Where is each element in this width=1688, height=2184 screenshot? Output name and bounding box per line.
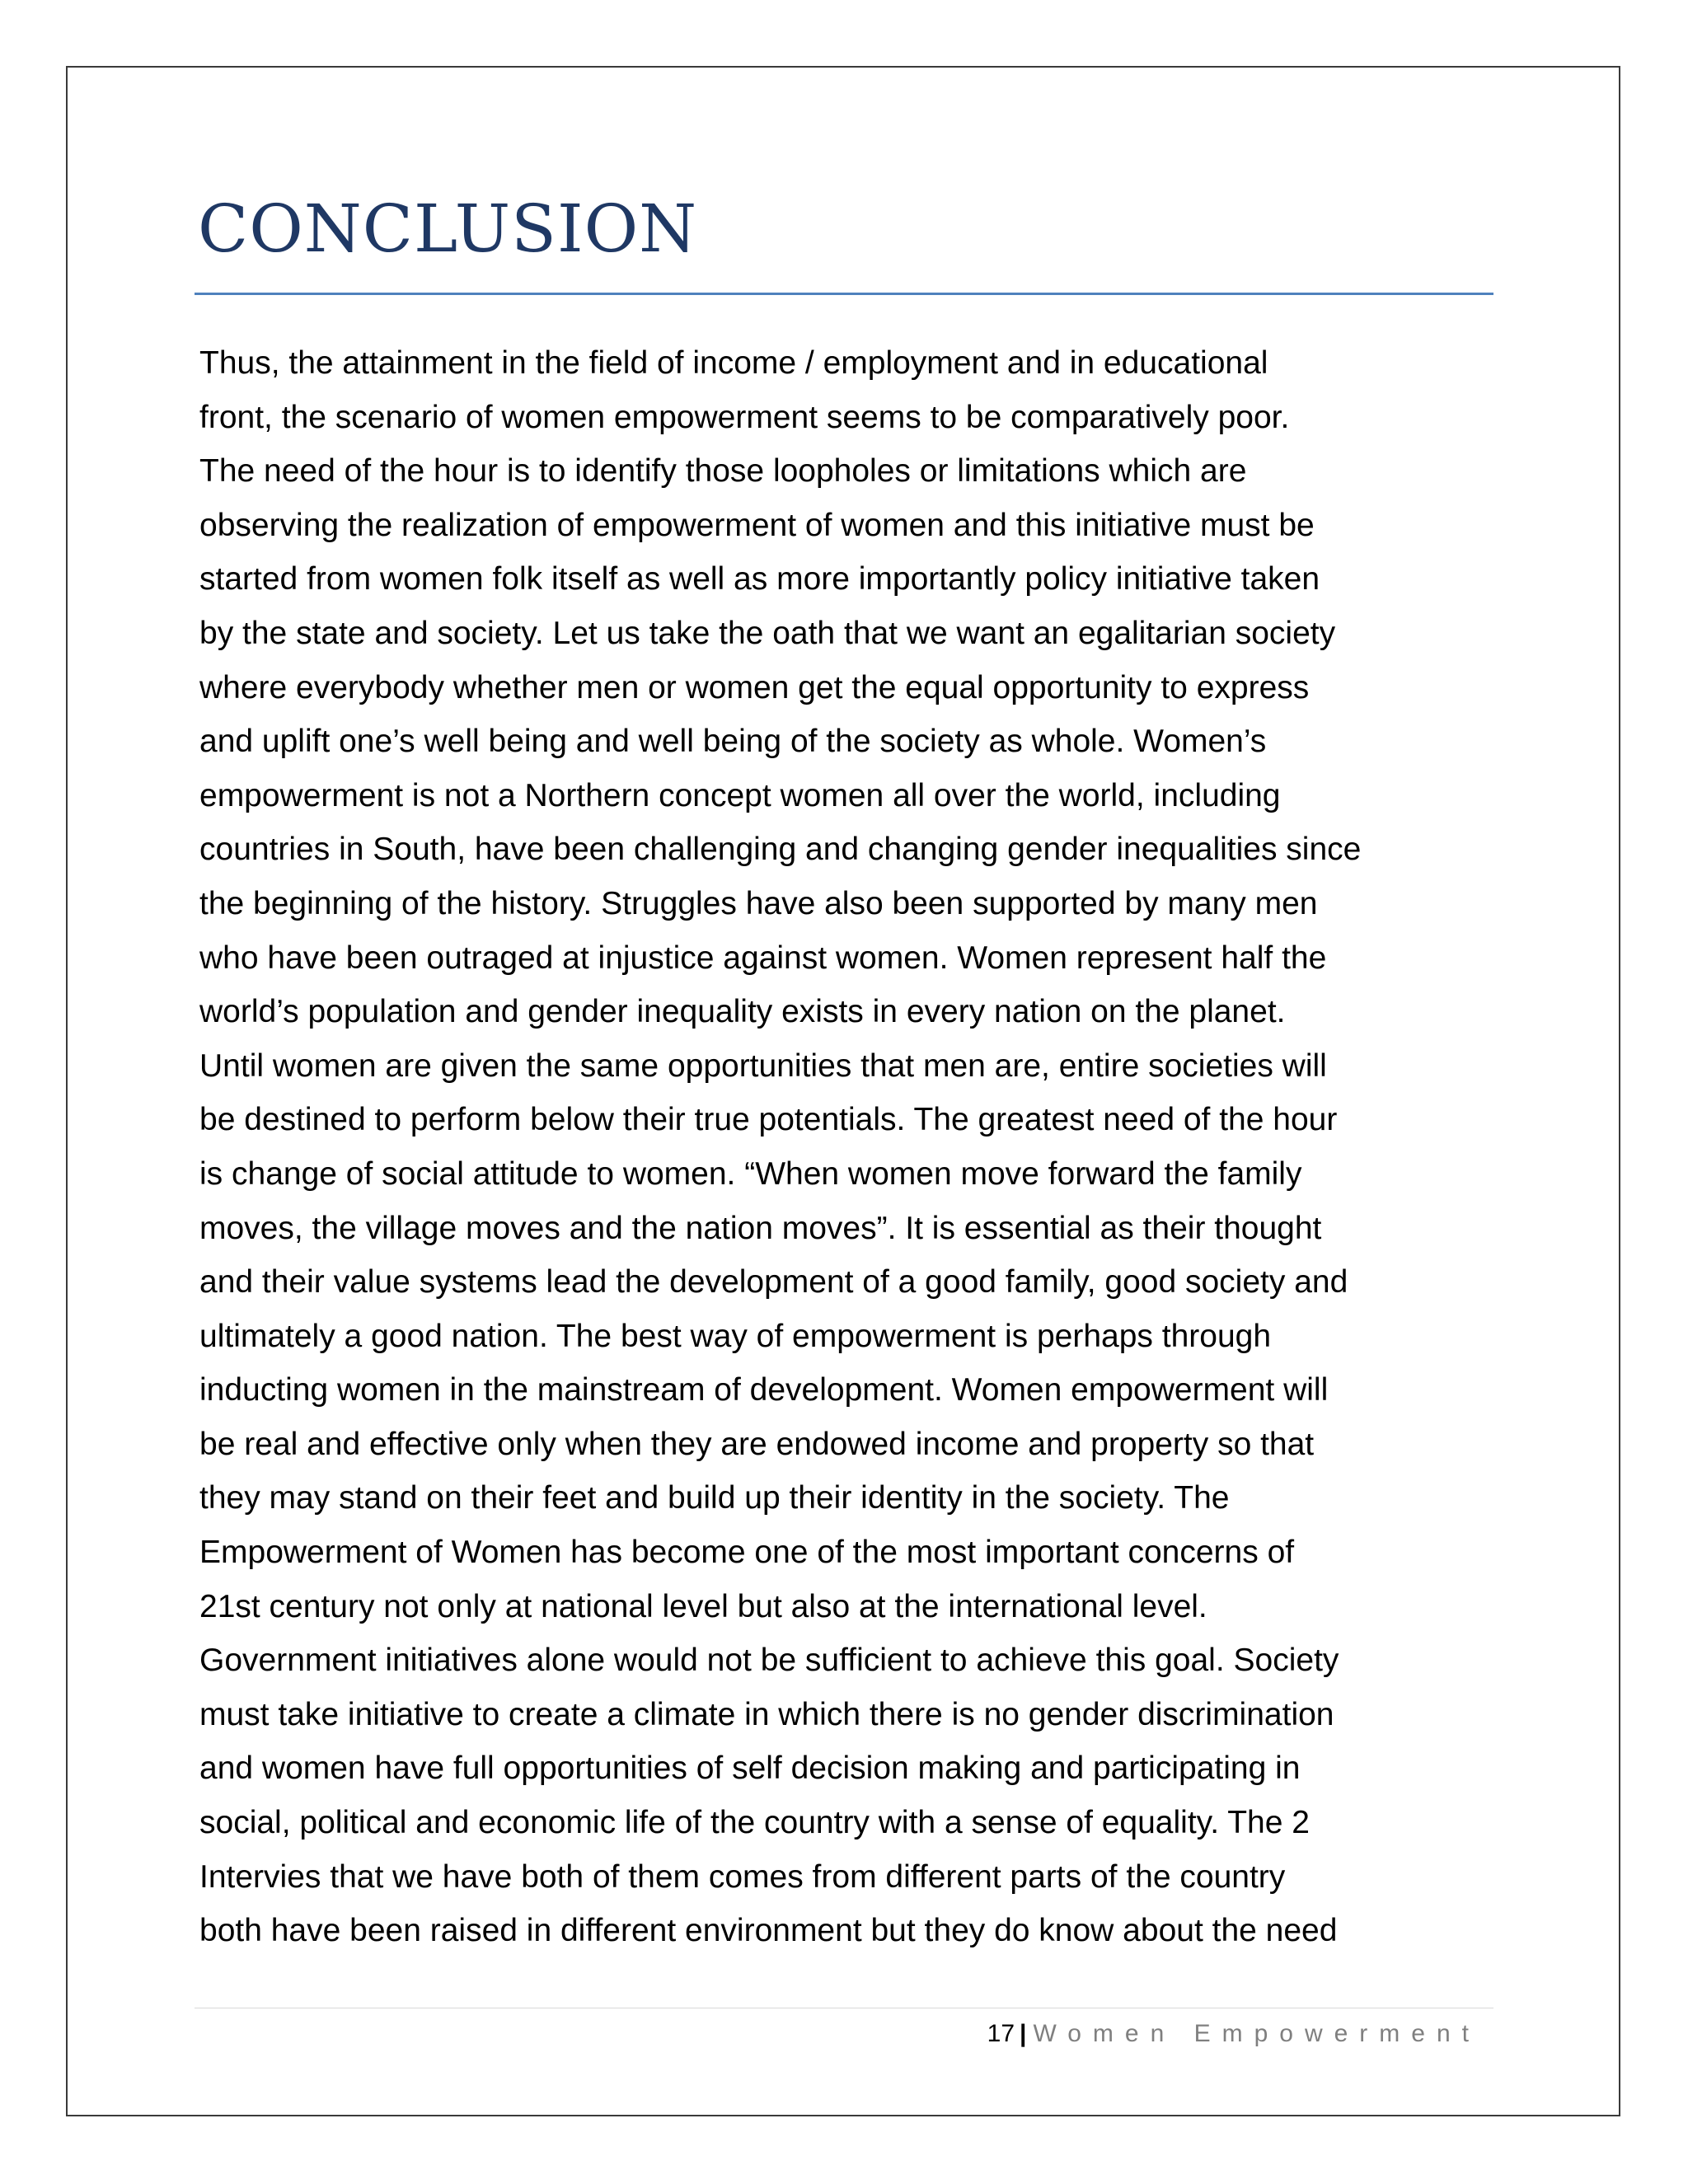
body-line: The need of the hour is to identify those loopholes or limitations which are [199,453,1247,490]
body-line: where everybody whether men or women get the equal opportunity to express [199,669,1310,705]
body-line: 21st century not only at national level but also at the international level. [199,1588,1207,1624]
footer-separator: | [1020,2020,1027,2047]
body-line: Thus, the attainment in the field of income / employment and in educational [199,345,1268,381]
body-line: social, political and economic life of the country with a sense of equality. The 2 [199,1805,1310,1841]
body-paragraph [199,336,1502,1958]
body-line: Until women are given the same opportunities that men are, entire societies will [199,1047,1327,1084]
body-line: who have been outraged at injustice against women. Women represent half the [199,940,1327,976]
body-line: world’s population and gender inequality exists in every nation on the planet. [199,994,1286,1030]
body-line: they may stand on their feet and build up their identity in the society. The [199,1480,1230,1516]
body-line: be real and effective only when they are endowed income and property so that [199,1426,1315,1462]
body-line: and uplift one’s well being and well being of the society as whole. Women’s [199,724,1267,760]
body-line: ultimately a good nation. The best way of empowerment is perhaps through [199,1318,1272,1354]
heading-underline [195,293,1493,295]
body-line: Empowerment of Women has become one of the most important concerns of [199,1535,1295,1571]
body-line: both have been raised in different environment but they do know about the need [199,1913,1338,1949]
body-line: inducting women in the mainstream of development. Women empowerment will [199,1372,1329,1408]
body-line: and their value systems lead the development of a good family, good society and [199,1264,1348,1301]
body-line: by the state and society. Let us take the oath that we want an egalitarian society [199,615,1336,651]
footer-document-title: Women Empowerment [1033,2020,1480,2047]
body-line: observing the realization of empowerment of women and this initiative must be [199,507,1315,543]
body-line: the beginning of the history. Struggles have also been supported by many men [199,885,1318,921]
body-line: be destined to perform below their true potentials. The greatest need of the hour [199,1102,1338,1138]
body-line: Intervies that we have both of them comes from different parts of the country [199,1858,1286,1895]
body-line: and women have full opportunities of self decision making and participating in [199,1750,1301,1787]
body-line: must take initiative to create a climate in which there is no gender discrimination [199,1696,1334,1732]
page-heading: CONCLUSION [198,190,698,267]
body-line: empowerment is not a Northern concept women all over the world, including [199,777,1281,813]
page-number: 17 [987,2020,1015,2047]
body-line: started from women folk itself as well as more importantly policy initiative taken [199,561,1320,598]
body-line: Government initiatives alone would not be sufficient to achieve this goal. Society [199,1643,1339,1679]
body-line: moves, the village moves and the nation moves”. It is essential as their thought [199,1210,1322,1246]
page-footer [987,2011,1480,2057]
body-line: front, the scenario of women empowerment seems to be comparatively poor. [199,399,1290,435]
body-line: is change of social attitude to women. “When women move forward the family [199,1155,1302,1192]
body-line: countries in South, have been challenging and changing gender inequalities since [199,832,1362,868]
